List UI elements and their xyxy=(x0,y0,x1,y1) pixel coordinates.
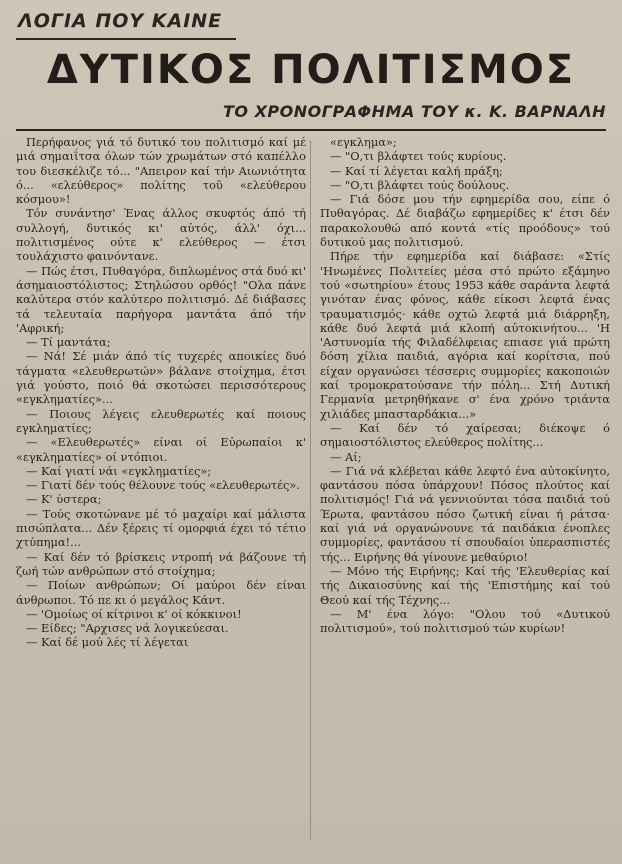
byline-rule xyxy=(16,129,606,131)
article-paragraph: — Μόνο τής Ειρήνης; Καί τής 'Ελευθερίας καί τής Δικαιοσύνης καί τής 'Επιστήμης καί τού Θεού καί τής Τέχνης... xyxy=(320,563,610,607)
article-paragraph: — "Ο,τι βλάφτει τούς κυρίους. xyxy=(330,149,507,164)
section-kicker: ΛΟΓΙΑ ΠΟΥ ΚΑΙΝΕ xyxy=(18,10,223,32)
article-paragraph: — Τούς σκοτώνανε μέ τό μαχαίρι καί μάλιστα πισώπλατα... Δέν ξέρεις τί ομορφιά έχει τό τέτιο χτύπημα!... xyxy=(16,506,306,550)
article-byline: ΤΟ ΧΡΟΝΟΓΡΑΦΗΜΑ ΤΟΥ κ. Κ. ΒΑΡΝΑΛΗ xyxy=(223,102,606,121)
article-paragraph: — Μ' ένα λόγο: "Ολου τού «Δυτικού πολιτισμού», τού πολιτισμού τών κυρίων! xyxy=(320,606,610,636)
article-paragraph: — Πώς έτσι, Πυθαγόρα, διπλωμένος στά δυό κι' άσημαιοστόλιστος; Στηλώσου ορθός! "Ολα πάνε καλύτερα στόν καλύτερο πολιτισμό. Δέ διάβασες τά τελευταία παρήγορα μαντάτα άπό τήν 'Αφρική; xyxy=(16,263,306,335)
article-paragraph: — Γιά δόσε μου τήν εφημερίδα σου, είπε ό Πυθαγόρας. Δέ διαβάζω εφημερίδες κ' έτσι δέν παρακολουθώ από κοντά «τίς προόδους» τού δυτικού μας πολιτισμού. xyxy=(320,192,610,250)
article-paragraph: — Γιατί δέν τούς θέλουνε τούς «ελευθερωτές». xyxy=(26,478,300,493)
article-paragraph: — Νά! Σέ μιάν άπό τίς τυχερές αποικίες δυό τάγματα «ελευθερωτών» βάλανε στοίχημα, έτσι γιά γούστο, ποιό θά σκοτώσει περισσότερους «εγκληματίες»... xyxy=(16,349,306,407)
article-paragraph: Τόν συνάντησ' Ένας άλλος σκυφτός άπό τή συλλογή, δυτικός κι' αὐτός, άλλ' όχι... πολιτισμένος ούτε κ' ελεύθερος — έτσι τουλάχιστο φαινόντανε. xyxy=(16,206,306,264)
article-paragraph: — Καί τί λέγεται καλή πράξη; xyxy=(330,163,503,178)
article-paragraph: — Καί δέν τό βρίσκεις ντροπή νά βάζουνε τή ζωή τών ανθρώπων στό στοίχημα; xyxy=(16,549,306,578)
article-paragraph: — «Ελευθερωτές» είναι οί Εὐρωπαίοι κ' «εγκληματίες» οί ντόπιοι. xyxy=(16,435,306,464)
article-column-right xyxy=(320,135,610,855)
article-column-left xyxy=(16,135,306,855)
article-paragraph: Πήρε τήν εφημερίδα καί διάβασε: «Στίς 'Ηνωμένες Πολιτείες μέσα στό πρώτο εξάμηνο τού «σωτηρίου» έτους 1953 κάθε σαράντα λεφτά γινόταν ένας φόνος, κάθε είκοσι λεφτά ένας τραυματισμός· κάθε οχτώ λεφτά μιά διάρρηξη, κάθε δυό λεφτά μιά κλοπή αὐτοκινήτου... 'Η 'Αστυνομία τής Φιλαδέλφειας επιασε γιά πρώτη δόση χίλια παιδιά, αγόρια καί κορίτσια, πού είχαν οργανώσει τέσσερις συμμορίες κακοποιών καί τρομοκρατούσανε τήν πόλη... Στή Δυτική Γερμανία μετρηθήκανε σ' ένα χρόνο τριάντα χιλιάδες μπασταρδάκια...» xyxy=(320,249,610,421)
article-paragraph: — Καί δέν τό χαίρεσαι; διέκοψε ό σημαιοστόλιστος ελεύθερος πολίτης... xyxy=(320,420,610,450)
article-paragraph: — 'Ομοίως οί κίτρινοι κ' οί κόκκινοι! xyxy=(26,606,242,621)
article-paragraph: — Είδες; "Αρχισες νά λογικεύεσαι. xyxy=(26,621,229,636)
article-paragraph: — Καί γιατί νάι «εγκληματίες»; xyxy=(26,463,212,478)
article-paragraph: — Ποίων ανθρώπων; Οί μαύροι δέν είναι άνθρωποι. Τό πε κι ό μεγάλος Κάντ. xyxy=(16,578,306,607)
article-paragraph: — "Ο,τι βλάφτει τούς δούλους. xyxy=(330,177,510,192)
kicker-underline xyxy=(16,38,236,40)
article-paragraph: Περήφανος γιά τό δυτικό του πολιτισμό καί μέ μιά σημαιΐτσα όλων τών χρωμάτων στό καπέλλο του διεσκέλιζε τό... "Απειρον καί τήν Αιωνιότητα ό... «ελεύθερος» πολίτης τοῦ «ελεύθερου κόσμου»! xyxy=(16,135,306,207)
column-divider xyxy=(310,140,311,840)
article-paragraph: — Γιά νά κλέβεται κάθε λεφτό ένα αὐτοκίνητο, φαντάσου πόσα ὑπάρχουν! Πόσος πλούτος καί πολιτισμός! Γιά νά γεννιούνται τόσα παιδιά τού Έρωτα, φαντάσου πόσο ζωτική είναι ή ράτσα· καί γιά νά οργανώνουνε τά παιδάκια ένοπλες συμμορίες, φαντάσου τί σπουδαίοι ὑπερασπιστές τής... Ειρήνης θά γίνουνε μεθαύριο! xyxy=(320,463,610,564)
article-paragraph: — Τί μαντάτα; xyxy=(26,335,111,350)
article-paragraph: — Αί; xyxy=(330,449,362,464)
article-headline: ΔΥΤΙΚΟΣ ΠΟΛΙΤΙΣΜΟΣ xyxy=(46,47,576,93)
article-paragraph: — Κ' ύστερα; xyxy=(26,492,102,507)
article-paragraph: «εγκλημα»; xyxy=(330,135,397,149)
article-paragraph: — Ποιους λέγεις ελευθερωτές καί ποιους εγκληματίες; xyxy=(16,406,306,435)
article-paragraph: — Καί δέ μού λές τί λέγεται xyxy=(26,635,189,650)
